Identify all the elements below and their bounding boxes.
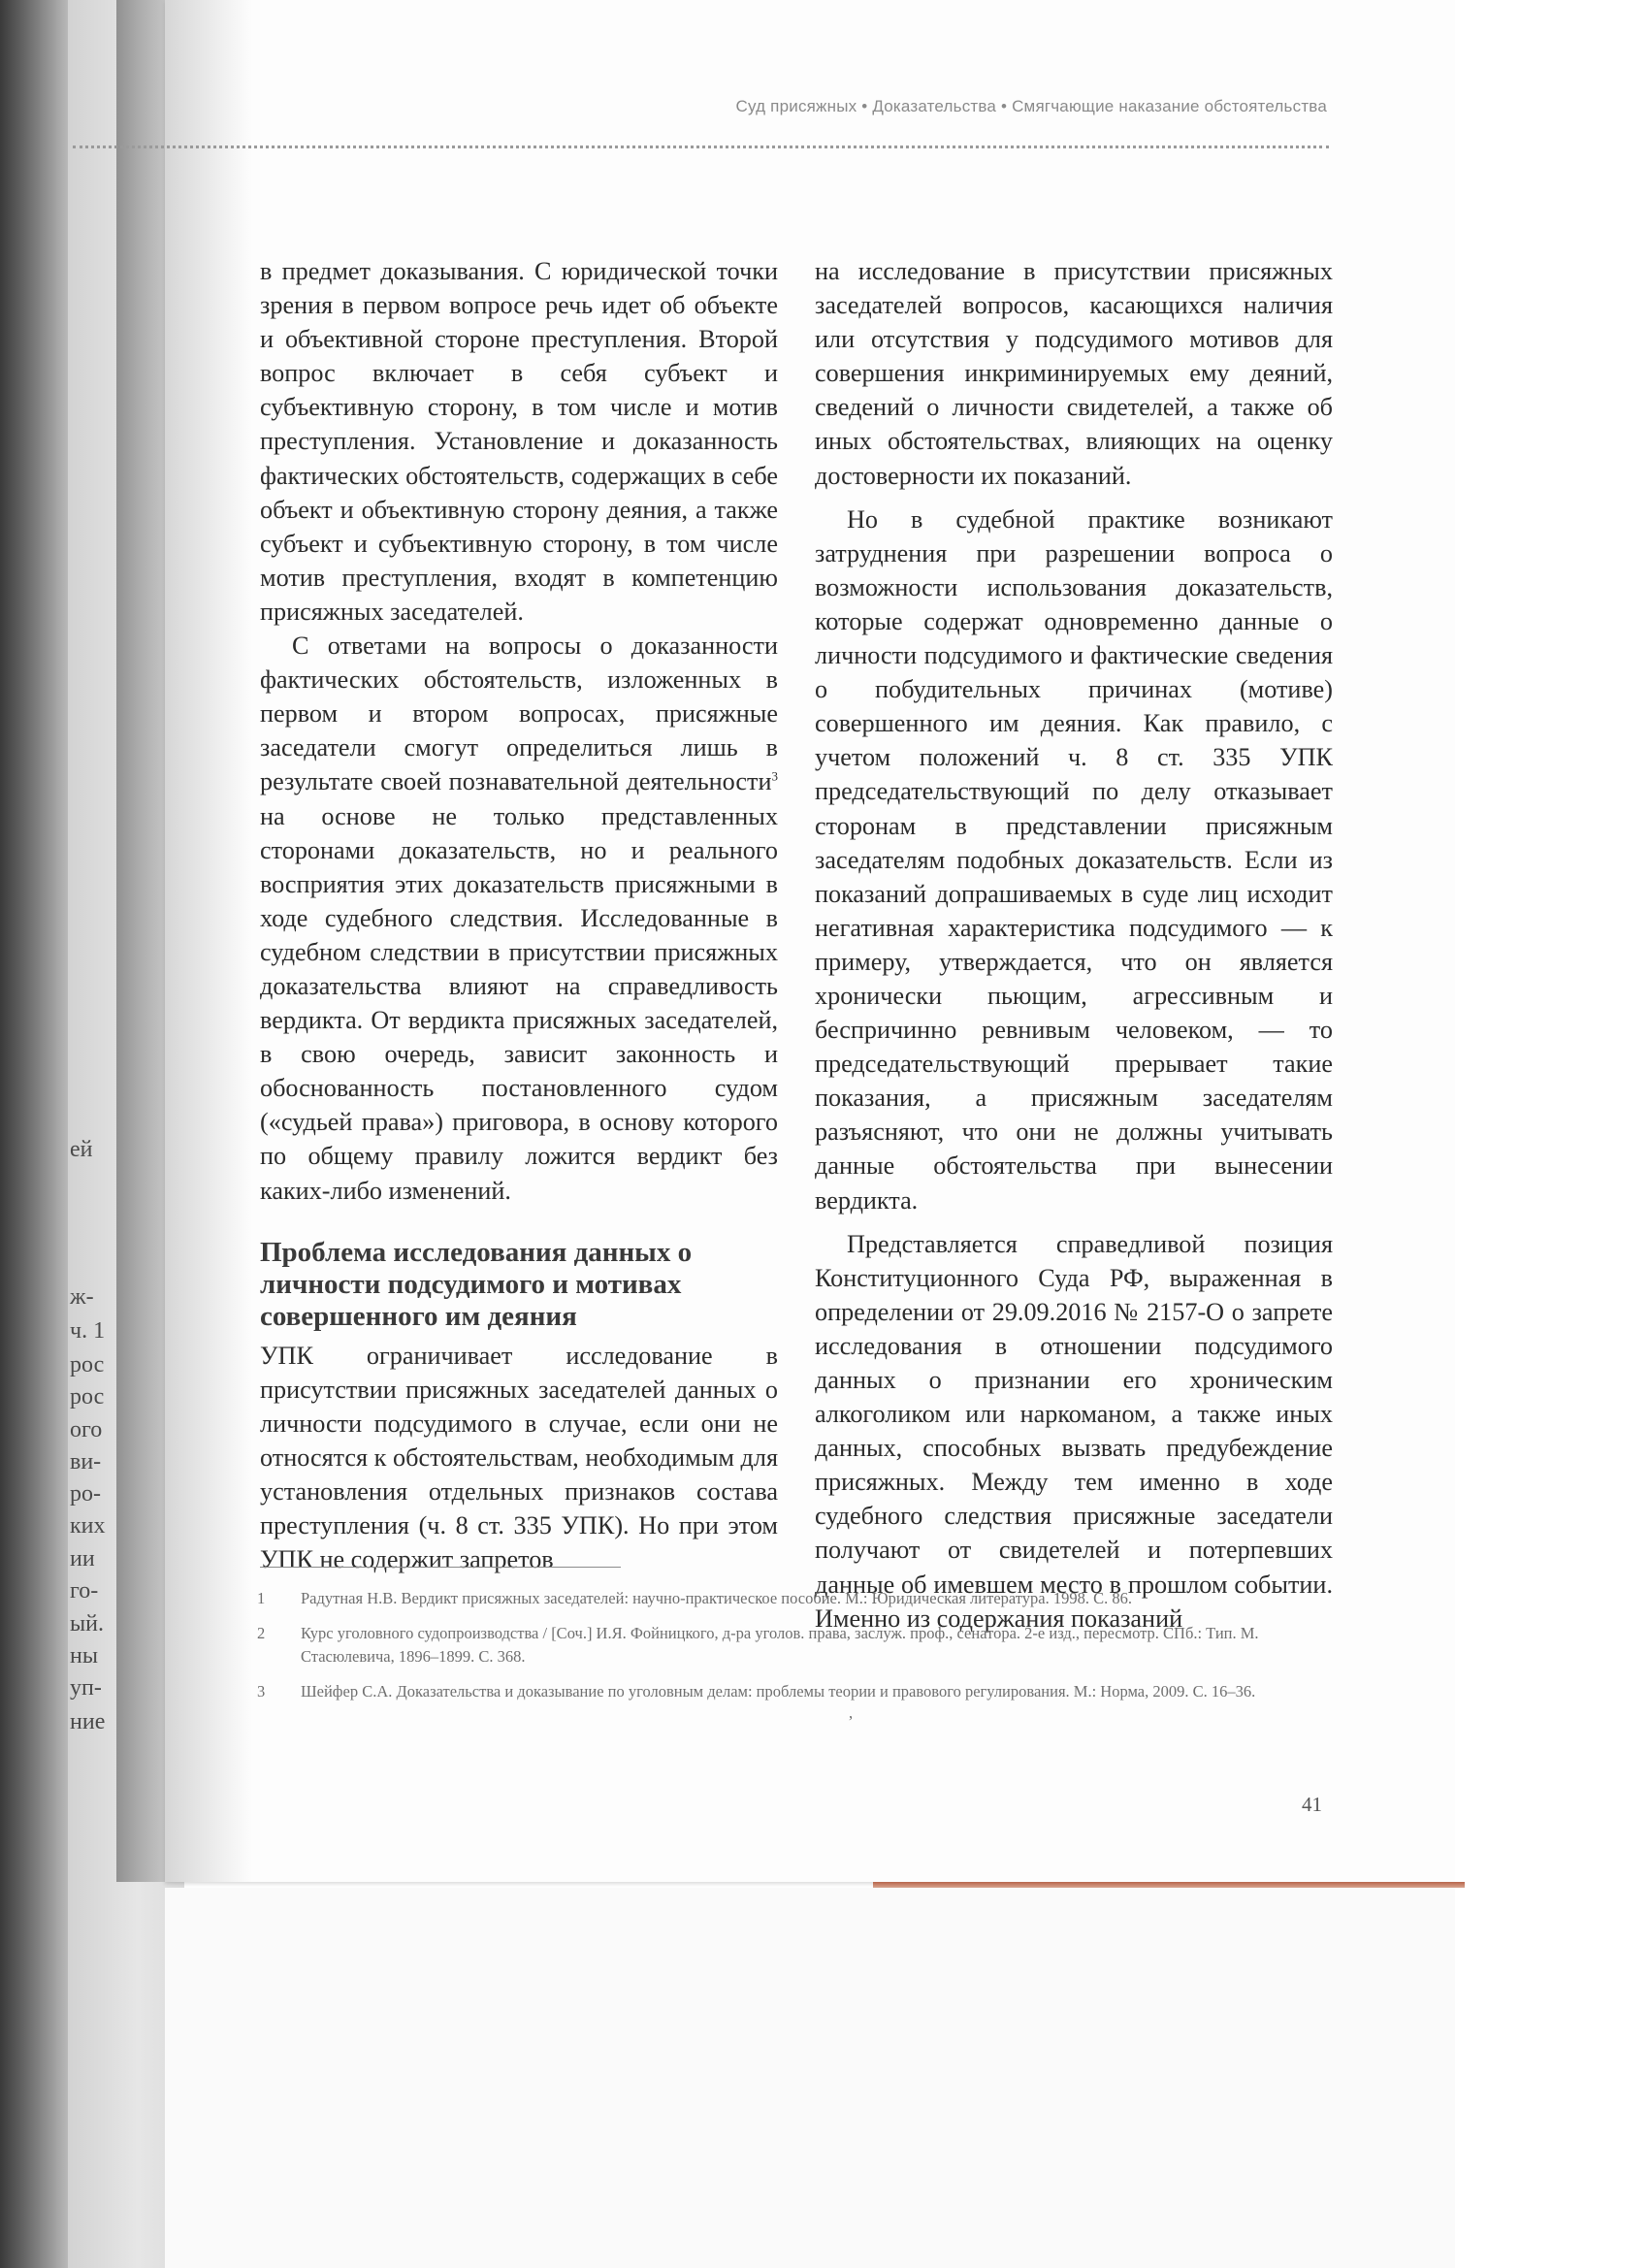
- previous-page-fragment: рос: [70, 1384, 105, 1409]
- previous-page-fragment: ви-: [70, 1449, 102, 1474]
- scanner-bed: [165, 1888, 1455, 2268]
- previous-page-fragment: ей: [70, 1137, 93, 1162]
- right-paragraph-1: на исследование в присутствии присяжных заседателей вопросов, касающихся наличия или отсутствия у подсудимого мотивов для совершения инкриминируемых ему деяний, сведений о личности свидетелей, а также об иных обстоятельствах, влияющих на оценку достоверности их показаний.: [815, 257, 1333, 490]
- gutter-shadow: [116, 0, 252, 1882]
- section-heading: Проблема исследования данных о личности подсудимого и мотивах совершенного им деяния: [260, 1236, 693, 1332]
- footnote-number: 1: [257, 1589, 266, 1607]
- footnote-text: Радутная Н.В. Вердикт присяжных заседателей: научно-практическое пособие. М.: Юридическая литература. 1998. С. 86.: [301, 1589, 1133, 1607]
- page-number: 41: [1302, 1793, 1322, 1816]
- previous-page-fragment: рос: [70, 1352, 105, 1377]
- previous-page-fragment: ый.: [70, 1611, 104, 1636]
- left-paragraph-1: в предмет доказывания. С юридической точки зрения в первом вопросе речь идет об объекте и объективной стороне преступления. Второй вопрос включает в себя субъект и субъективную сторону, в том числе и мотив преступления. Установление и доказанность фактических обстоятельств, содержащих в себе объект и объективную сторону деяния, а также субъект и субъективную сторону, в том числе мотив преступления, входят в компетенцию присяжных заседателей.: [260, 257, 778, 626]
- previous-page-fragment: ро-: [70, 1481, 101, 1507]
- previous-page-fragment: уп-: [70, 1675, 102, 1701]
- previous-page-fragment: го-: [70, 1578, 99, 1604]
- stray-mark: ,: [849, 1703, 854, 1722]
- left-paragraph-2: [260, 629, 778, 1208]
- scan-edge: [0, 0, 68, 2268]
- left-paragraph-3: УПК ограничивает исследование в присутствии присяжных заседателей данных о личности подсудимого в случае, если они не относятся к обстоятельствам, необходимым для установления отдельных признаков состава преступления (ч. 8 ст. 335 УПК). Но при этом УПК не содержит запретов: [260, 1341, 778, 1574]
- previous-page-fragment: ние: [70, 1709, 106, 1734]
- left-paragraph-2-cont: на основе не только представленных сторонами доказательств, но и реального восприятия этих доказательств присяжными в ходе судебного следствия. Исследованные в судебном следствии в присутствии присяжных доказательства влияют на справедливость вердикта. От вердикта присяжных заседателей, в свою очередь, зависит законность и обоснованность постановленного судом («судьей права») приговора, в основу которого по общему правилу ложится вердикт без каких-либо изменений.: [260, 801, 778, 1205]
- right-paragraph-2: Но в судебной практике возникают затруднения при разрешении вопроса о возможности использования доказательств, которые содержат одновременно данные о личности подсудимого и фактические сведения о побудительных причинах (мотиве) совершенного им деяния. Как правило, с учетом положений ч. 8 ст. 335 УПК председательствующий по делу отказывает сторонам в представлении присяжным заседателям подобных доказательств. Если из показаний допрашиваемых в суде лиц исходит негативная характеристика подсудимого — к примеру, утверждается, что он является хронически пьющим, агрессивным и беспричинно ревнивым человеком, — то председательствующий прерывает такие показания, а присяжным заседателям разъясняют, что они не должны учитывать данные обстоятельства при вынесении вердикта.: [815, 504, 1333, 1215]
- footnote-text: Шейфер С.А. Доказательства и доказывание по уголовным делам: проблемы теории и правового регулирования. М.: Норма, 2009. С. 16–36.: [301, 1682, 1256, 1701]
- left-paragraph-2-text: С ответами на вопросы о доказанности фактических обстоятельств, изложенных в первом и втором вопросах, присяжные заседатели смогут определиться лишь в результате своей познавательной деятельности: [260, 632, 778, 796]
- header-rule: [73, 146, 1329, 148]
- footnote-rule: [260, 1567, 621, 1568]
- footnote-number: 3: [257, 1682, 266, 1701]
- footnote-ref-3: 3: [771, 768, 778, 784]
- page-bottom-edge: [873, 1882, 1465, 1888]
- previous-page-fragment: ч. 1: [70, 1318, 106, 1344]
- previous-page-fragment: ж-: [70, 1284, 94, 1310]
- previous-page-fragment: ких: [70, 1513, 106, 1539]
- footnote: [257, 1680, 1336, 1722]
- previous-page-fragment: ии: [70, 1546, 95, 1571]
- footnotes: [257, 1587, 1336, 1722]
- right-column: [815, 254, 1333, 1636]
- footnote: [257, 1587, 1336, 1610]
- footnote-number: 2: [257, 1624, 266, 1642]
- running-head: Суд присяжных • Доказательства • Смягчающие наказание обстоятельства: [735, 97, 1327, 115]
- footnote-text: Курс уголовного судопроизводства / [Соч.] И.Я. Фойницкого, д-ра уголов. права, заслуж. проф., сенатора. 2-е изд., пересмотр. СПб.: Тип. М. Стасюлевича, 1896–1899. С. 368.: [301, 1624, 1259, 1666]
- scanner-margin: [1455, 0, 1649, 2268]
- left-column: [260, 254, 778, 1576]
- previous-page-fragment: ого: [70, 1417, 103, 1442]
- footnote: [257, 1622, 1336, 1669]
- previous-page-fragment: ны: [70, 1643, 98, 1669]
- right-paragraph-3: Представляется справедливой позиция Конституционного Суда РФ, выраженная в определении от 29.09.2016 № 2157-О о запрете исследования в отношении подсудимого данных о признании его хроническим алкоголиком или наркоманом, а также иных данных, способных вызвать предубеждение присяжных. Между тем именно в ходе судебного следствия присяжные заседатели получают от свидетелей и потерпевших данные об имевшем место в прошлом событии. Именно из содержания показаний: [815, 1229, 1333, 1633]
